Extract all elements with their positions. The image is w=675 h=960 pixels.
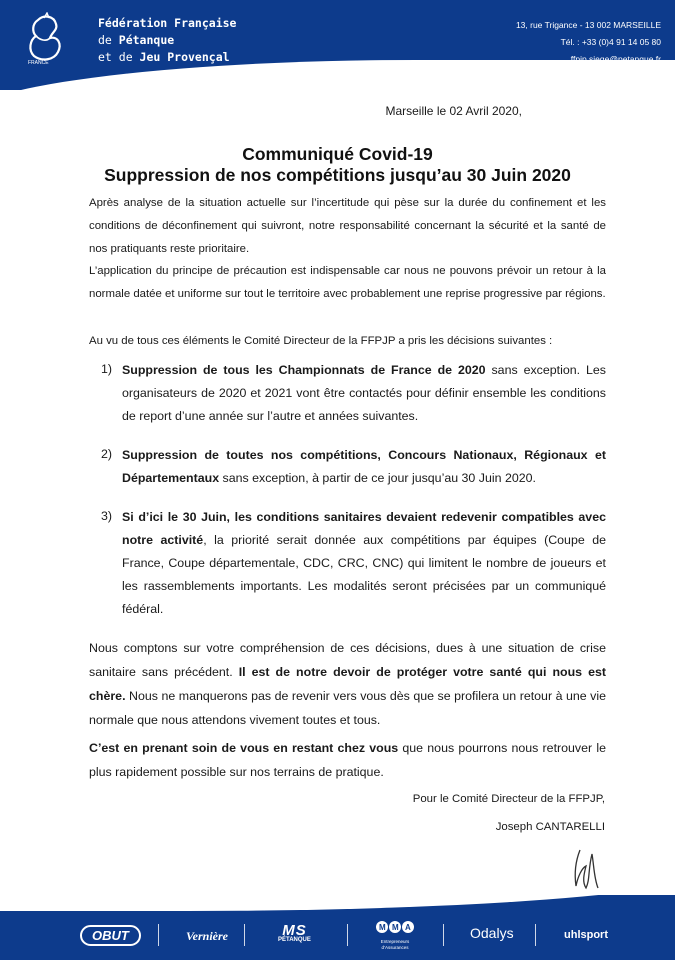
svg-text:A: A xyxy=(405,923,411,932)
sponsor-mma xyxy=(372,920,418,951)
item-3 xyxy=(122,506,606,621)
handwritten-signature-icon xyxy=(568,846,604,892)
item-3-number: 3) xyxy=(101,509,113,523)
item-3-text: , la priorité serait donnée aux compétitions par équipes (Coupe de France, Coupe départementale, CDC, CRC, CNC) qui limitent le nombre de joueurs et les rassemblements importants. Les modalités seront précisées par un communiqué fédéral. xyxy=(122,533,606,616)
item-2-text: sans exception, à partir de ce jour jusqu’au 30 Juin 2020. xyxy=(219,471,536,485)
sponsor-obut xyxy=(80,925,141,946)
paragraph-4 xyxy=(89,636,606,732)
sponsor-separator xyxy=(347,924,348,946)
paragraph-5-bold: C’est en prenant soin de vous en restant chez vous xyxy=(89,741,399,755)
logo-text: FRANCE xyxy=(28,60,49,66)
item-1-bold: Suppression de tous les Championnats de France de 2020 xyxy=(122,363,486,377)
paragraph-5-b: que nous pourrons nous retrouver le plus rapidement possible sur nos terrains de pratique. xyxy=(89,741,606,779)
federation-name xyxy=(98,15,236,66)
sponsor-separator xyxy=(443,924,444,946)
item-2-number: 2) xyxy=(101,447,113,461)
svg-text:M: M xyxy=(392,923,399,932)
item-1-text: sans exception. Les organisateurs de 2020 et 2021 vont être contactés pour définir ensemble les conditions de report d’une année sur l’autre et années suivantes. xyxy=(122,363,606,423)
signature-line-1: Pour le Comité Directeur de la FFPJP, xyxy=(412,793,605,805)
ms-subtitle: PÉTANQUE xyxy=(278,937,311,943)
sponsor-separator xyxy=(158,924,159,946)
footer-wave xyxy=(0,895,675,911)
paragraph-5 xyxy=(89,736,606,784)
title-line-2: Suppression de nos compétitions jusqu’au 30 Juin 2020 xyxy=(104,165,571,185)
sponsor-separator xyxy=(535,924,536,946)
sponsor-uhlsport: uhlsport xyxy=(564,929,608,941)
paragraph-1: Après analyse de la situation actuelle sur l’incertitude qui pèse sur la durée du confinement et les conditions de déconfinement qui suivront, notre responsabilité concernant la sécurité et la santé de nos pratiquants reste prioritaire. xyxy=(89,197,606,255)
item-1 xyxy=(122,359,606,428)
rooster-logo-icon xyxy=(24,12,66,66)
phone: Tél. : +33 (0)4 91 14 05 80 xyxy=(560,37,661,47)
paragraph-3: Au vu de tous ces éléments le Comité Directeur de la FFPJP a pris les décisions suivantes : xyxy=(89,335,553,347)
email: ffpjp.siege@petanque.fr xyxy=(570,54,661,64)
sponsor-separator xyxy=(244,924,245,946)
letterhead-banner xyxy=(0,0,675,90)
paragraph-2: L’application du principe de précaution est indispensable car nous ne pouvons prévoir un retour à la normale datée et uniforme sur tout le territoire avec probablement une reprise progressive par régions. xyxy=(89,265,606,300)
org-line-3b: Jeu Provençal xyxy=(139,50,230,64)
paragraph-4-bold: Il est de notre devoir de protéger votre santé qui nous est chère. xyxy=(89,665,606,703)
item-2-bold: Suppression de toutes nos compétitions, Concours Nationaux, Régionaux et Départementaux xyxy=(122,448,606,485)
paragraph-4-a: Nous comptons sur votre compréhension de ces décisions, dues à une situation de crise sanitaire sans précédent. xyxy=(89,641,606,679)
contact-block xyxy=(516,17,661,68)
signature-name: Joseph CANTARELLI xyxy=(495,821,605,833)
sponsor-verniere: Vernière xyxy=(186,929,228,943)
ms-logo: MS xyxy=(282,922,307,939)
paragraph-4-c: Nous ne manquerons pas de revenir vers vous dès que se profilera un retour à une vie normale que nous attendons vivement toutes et tous. xyxy=(89,689,606,727)
letter-date: Marseille le 02 Avril 2020, xyxy=(385,104,522,118)
obut-logo: OBUT xyxy=(80,925,141,946)
org-line-3a: et de xyxy=(98,50,140,64)
org-line-2a: de xyxy=(98,33,119,47)
mma-logo-icon xyxy=(375,920,415,934)
item-2 xyxy=(122,444,606,490)
address: 13, rue Trigance - 13 002 MARSEILLE xyxy=(515,20,661,30)
title-line-1: Communiqué Covid-19 xyxy=(242,144,433,164)
item-1-number: 1) xyxy=(101,362,113,376)
sponsor-ms-petanque xyxy=(278,922,311,943)
sponsor-odalys: Odalys xyxy=(470,925,514,941)
org-line-2b: Pétanque xyxy=(118,33,175,47)
org-line-1: Fédération Française xyxy=(98,16,237,30)
svg-text:M: M xyxy=(379,923,386,932)
item-3-bold: Si d’ici le 30 Juin, les conditions sanitaires devaient redevenir compatibles avec notre activité xyxy=(122,510,606,547)
mma-subtitle: Entrepreneurs d’Assurances xyxy=(380,939,410,950)
